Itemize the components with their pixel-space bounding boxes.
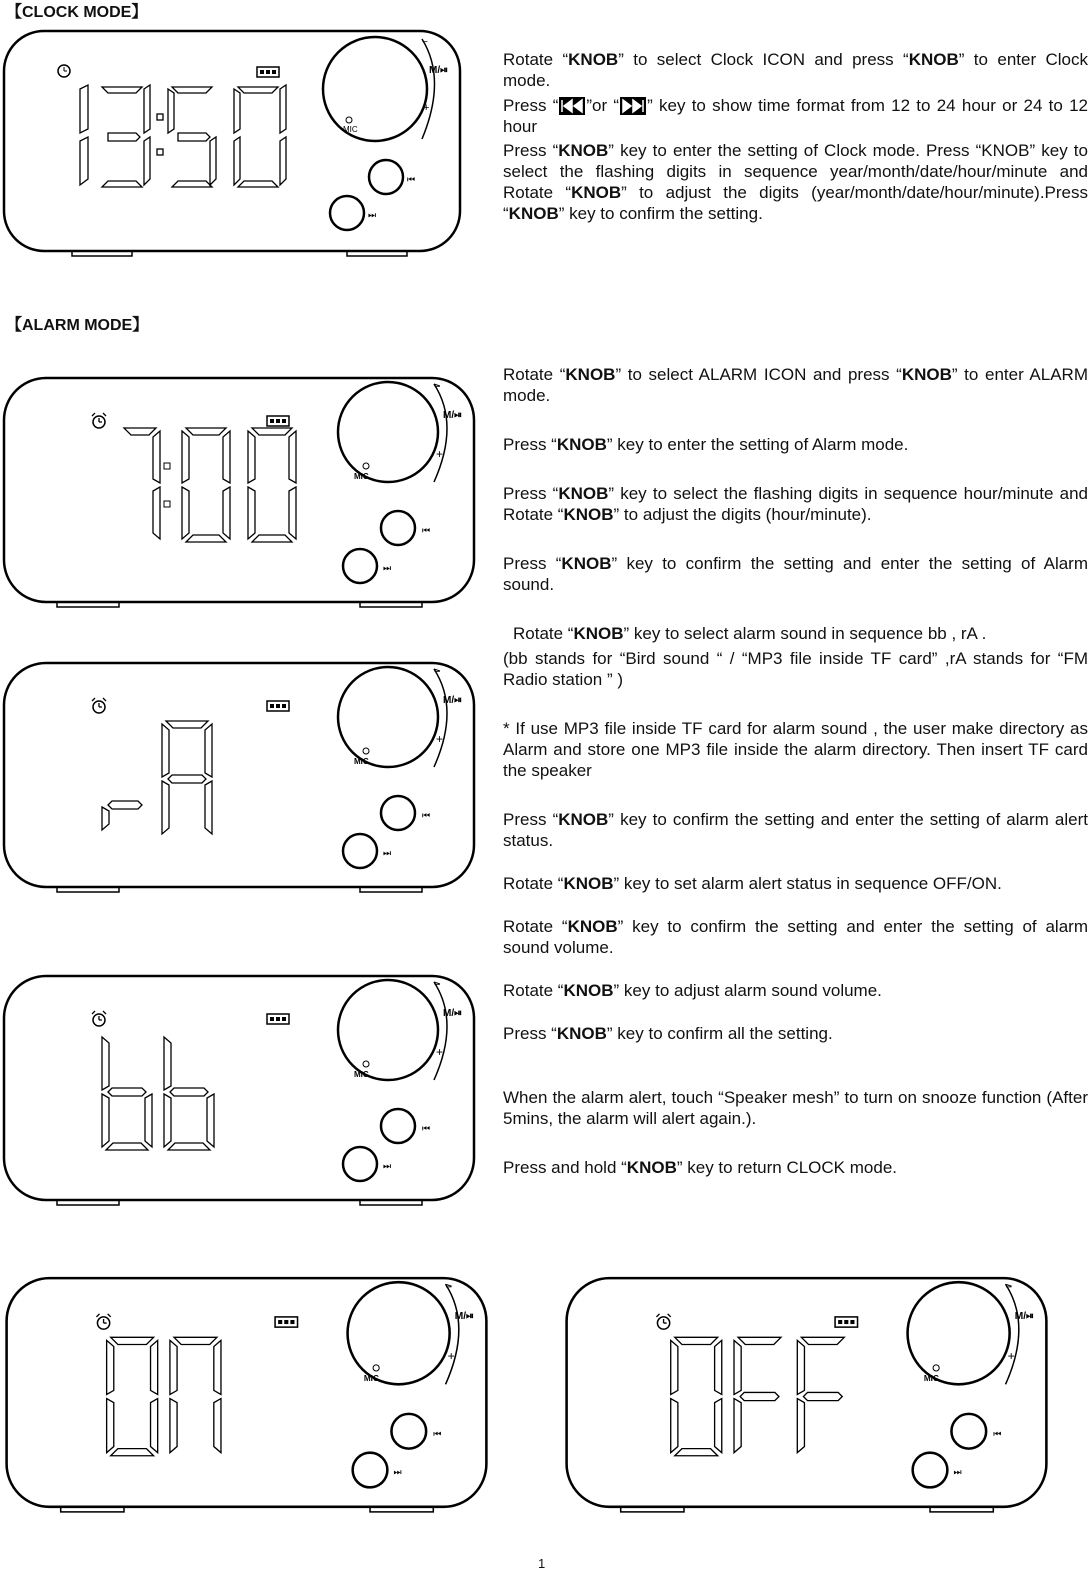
next-button xyxy=(330,196,364,230)
next-button xyxy=(353,1453,388,1488)
svg-text:+: + xyxy=(436,732,444,746)
svg-text:⏮: ⏮ xyxy=(422,811,431,821)
display-digits xyxy=(102,1037,214,1150)
segment xyxy=(252,535,292,542)
alarm-device-illustration-4 xyxy=(2,1272,492,1517)
mode-button-label: M/⏯ xyxy=(1014,1310,1035,1322)
mic-label: MIC xyxy=(354,472,369,481)
segment xyxy=(797,1399,804,1453)
segment xyxy=(162,781,169,834)
svg-text:−: − xyxy=(1005,1281,1013,1294)
alarm-clock-icon xyxy=(92,1011,106,1026)
segment xyxy=(675,1337,718,1344)
mic-label: MIC xyxy=(354,1070,369,1079)
display-digits xyxy=(102,721,212,834)
segment xyxy=(168,775,206,783)
svg-text:+: + xyxy=(423,102,430,114)
segment xyxy=(166,721,208,728)
alarm-device-illustration-1 xyxy=(2,372,477,612)
svg-text:⏮: ⏮ xyxy=(407,174,416,184)
display-digits xyxy=(107,1337,221,1455)
segment xyxy=(151,1340,158,1394)
segment xyxy=(715,1399,722,1453)
next-button xyxy=(913,1453,948,1488)
segment xyxy=(186,535,226,542)
svg-text:⏭: ⏭ xyxy=(368,210,377,220)
segment xyxy=(170,1088,208,1096)
segment xyxy=(248,431,255,483)
segment xyxy=(803,1392,842,1400)
segment xyxy=(671,1399,678,1453)
segment xyxy=(107,1340,114,1394)
mode-button-label: M/⏯ xyxy=(443,695,463,706)
battery-icon xyxy=(257,67,279,77)
mic-label: MIC xyxy=(354,757,369,766)
segment xyxy=(205,781,212,834)
alarm-clock-icon xyxy=(92,698,106,713)
segment xyxy=(801,1337,844,1344)
alarm-mode-text: Rotate “KNOB” to select ALARM ICON and press “KNOB” to enter ALARM mode. Press “KNOB” key to enter the setting of Alarm mode. Press “KNOB” key to select the flashing digits in sequence hour/minute and Rotate “KNOB” to adjust the digits (hour/minute). Press “KNOB” key to confirm the setting and enter the setting of Alarm sound. Rotate “KNOB” key to select alarm sound in sequence bb , rA . (bb stands for “Bird sound “ / “MP3 file inside TF card” ,rA stands for “FM Radio station ” ) * If use MP3 file inside TF card for alarm sound , the user make directory as Alarm and store one MP3 file inside the alarm directory. Then insert TF card the speaker Press “KNOB” key to confirm the setting and enter the setting of alarm alert status. Rotate “KNOB” key to set alarm alert status in sequence OFF/ON. Rotate “KNOB” key to confirm the setting and enter the setting of alarm sound volume. Rotate “KNOB” key to adjust alarm sound volume. Press “KNOB” key to confirm all the setting. When the alarm alert, touch “Speaker mesh” to turn on snooze function (After 5mins, the alarm will alert again.). Press and hold “KNOB” key to return CLOCK mode. xyxy=(503,365,1088,1177)
segment xyxy=(170,1399,177,1453)
prev-key-icon xyxy=(558,96,586,116)
segment xyxy=(740,1392,779,1400)
segment xyxy=(102,1037,109,1090)
mic-label: MIC xyxy=(343,125,358,134)
knob xyxy=(323,37,430,141)
clock-mode-heading: 【CLOCK MODE】 xyxy=(6,4,148,21)
knob xyxy=(908,1282,1010,1384)
mode-button-label: M/⏯ xyxy=(443,1008,463,1019)
segment xyxy=(734,1340,741,1394)
colon-dot xyxy=(164,463,170,469)
knob xyxy=(338,979,441,1080)
segment xyxy=(145,1094,152,1147)
svg-text:⏮: ⏮ xyxy=(433,1428,442,1440)
segment xyxy=(170,1340,177,1394)
segment xyxy=(715,1340,722,1394)
segment xyxy=(252,428,292,435)
prev-button xyxy=(369,160,403,194)
knob xyxy=(338,381,441,482)
knob xyxy=(338,666,441,767)
segment xyxy=(207,1094,214,1147)
segment xyxy=(223,431,230,483)
segment xyxy=(214,1399,221,1453)
segment xyxy=(164,1037,171,1090)
segment xyxy=(124,428,156,435)
svg-text:−: − xyxy=(445,1281,453,1294)
segment xyxy=(182,487,189,539)
segment xyxy=(675,1449,718,1456)
svg-text:−: − xyxy=(434,381,441,393)
svg-text:⏭: ⏭ xyxy=(383,1162,392,1172)
alarm-clock-icon xyxy=(96,1314,110,1329)
svg-text:+: + xyxy=(436,1045,444,1059)
next-button xyxy=(343,834,377,868)
segment xyxy=(248,487,255,539)
alarm-clock-icon xyxy=(656,1314,670,1329)
segment xyxy=(289,431,296,483)
mode-button-label: M/⏯ xyxy=(429,65,449,76)
svg-text:⏭: ⏭ xyxy=(953,1467,962,1479)
prev-button xyxy=(391,1414,426,1449)
segment xyxy=(205,724,212,777)
segment xyxy=(186,428,226,435)
segment xyxy=(151,1399,158,1453)
colon-dot xyxy=(164,501,170,507)
alarm-device-illustration-3 xyxy=(2,970,477,1210)
clock-device-illustration xyxy=(2,29,462,259)
clock-icon xyxy=(58,65,70,77)
prev-button xyxy=(381,796,415,830)
alarm-clock-icon xyxy=(92,413,106,428)
svg-text:+: + xyxy=(436,447,444,461)
mic-label: MIC xyxy=(923,1374,939,1384)
svg-text:−: − xyxy=(434,666,441,678)
svg-text:−: − xyxy=(422,37,428,48)
knob xyxy=(348,1282,450,1384)
segment xyxy=(214,1340,221,1394)
segment xyxy=(107,1399,114,1453)
alarm-device-illustration-2 xyxy=(2,657,477,897)
mode-button-label: M/⏯ xyxy=(443,410,463,421)
segment xyxy=(174,1337,217,1344)
segment xyxy=(108,801,142,809)
svg-text:+: + xyxy=(447,1348,455,1363)
svg-text:⏮: ⏮ xyxy=(993,1428,1002,1440)
segment xyxy=(734,1399,741,1453)
segment xyxy=(153,487,160,539)
next-key-icon xyxy=(619,96,647,116)
segment xyxy=(153,431,160,483)
segment xyxy=(108,1088,146,1096)
mode-button-label: M/⏯ xyxy=(454,1310,475,1322)
clock-mode-text: Rotate “KNOB” to select Clock ICON and press “KNOB” to enter Clock mode. Press “ ”or “ ” key to show time format from 12 to 24 hour or 24 to 12 hour Press “KNOB” key to enter the setting of Clock mode. Press “KNOB” key to select the flashing digits in sequence year/month/date/hour/minute and Rotate “KNOB” to adjust the digits (year/month/date/hour/minute).Press “KNOB” key to confirm the setting. xyxy=(503,50,1089,223)
segment xyxy=(168,1143,210,1150)
battery-icon xyxy=(275,1317,297,1327)
segment xyxy=(671,1340,678,1394)
alarm-mode-heading: 【ALARM MODE】 xyxy=(6,317,149,334)
segment xyxy=(106,1143,148,1150)
segment xyxy=(102,1094,109,1147)
svg-text:⏮: ⏮ xyxy=(422,1124,431,1134)
mic-label: MIC xyxy=(363,1374,379,1384)
segment xyxy=(223,487,230,539)
segment xyxy=(162,724,169,777)
segment xyxy=(182,431,189,483)
prev-button xyxy=(951,1414,986,1449)
segment xyxy=(289,487,296,539)
segment xyxy=(797,1340,804,1394)
svg-text:⏭: ⏭ xyxy=(393,1467,402,1479)
svg-text:⏭: ⏭ xyxy=(383,564,392,574)
svg-text:⏭: ⏭ xyxy=(383,849,392,859)
segment xyxy=(102,807,109,830)
segment xyxy=(111,1337,154,1344)
display-digits xyxy=(124,428,296,542)
display-digits xyxy=(671,1337,845,1455)
battery-icon xyxy=(267,701,289,711)
prev-button xyxy=(381,511,415,545)
alarm-device-illustration-5 xyxy=(562,1272,1052,1517)
svg-text:+: + xyxy=(1007,1348,1015,1363)
segment xyxy=(111,1449,154,1456)
segment xyxy=(164,1094,171,1147)
svg-text:⏮: ⏮ xyxy=(422,526,431,536)
battery-icon xyxy=(835,1317,857,1327)
prev-button xyxy=(381,1109,415,1143)
next-button xyxy=(343,549,377,583)
next-button xyxy=(343,1147,377,1181)
battery-icon xyxy=(267,1014,289,1024)
segment xyxy=(738,1337,781,1344)
page-number: 1 xyxy=(538,1556,546,1571)
battery-icon xyxy=(267,416,289,426)
svg-text:−: − xyxy=(434,979,441,991)
